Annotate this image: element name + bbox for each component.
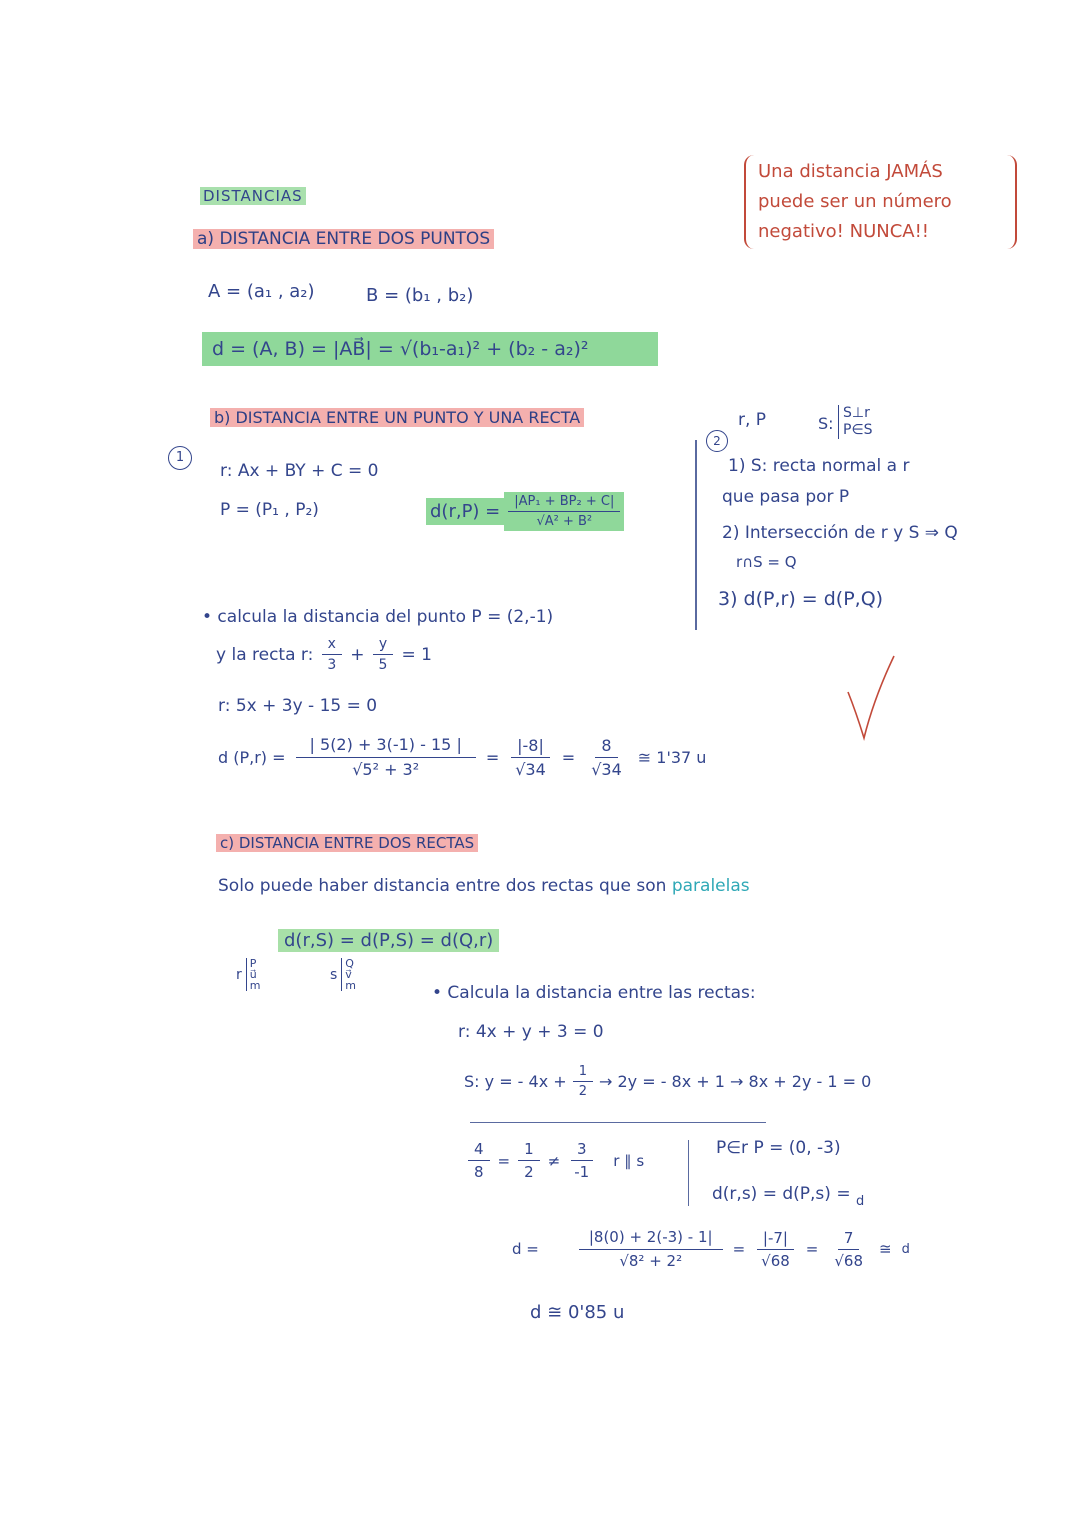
- separator-line: [470, 1122, 766, 1123]
- note-line-1: Una distancia JAMÁS: [758, 161, 943, 182]
- warning-note: [744, 155, 1017, 249]
- equation-s: S: y = - 4x + $\frac{1}{2}$ → 2y = - 8x + 1 → 8x + 2y - 1 = 0: [464, 1064, 872, 1099]
- step-1b: que pasa por P: [722, 487, 850, 507]
- marker-1: 1: [168, 446, 192, 470]
- point-line-formula: d(r,P) = $\frac{\text{|AP₁ + BP₂ + C|}}{\text{√A² + B²}}$: [426, 492, 624, 531]
- section-b-title: b) DISTANCIA ENTRE UN PUNTO Y UNA RECTA: [210, 408, 584, 427]
- distance-point-line-calc: d (P,r) = $\frac{| 5(2) + 3(-1) - 15 |}{\text{√5² + 3²}}$ = $\frac{|-8|}{√34}$ = $\frac{8}{√34}$ ≅ 1'37 u: [218, 735, 707, 779]
- note-line-3: negativo! NUNCA!!: [758, 221, 930, 242]
- pick-point: P∈r P = (0, -3): [716, 1138, 841, 1158]
- exercise-b-line2: y la recta r: $\frac{x}{3}$ + $\frac{y}{5}$ = 1: [216, 636, 432, 673]
- column-divider: [695, 440, 697, 630]
- method-head-left: r, P: [738, 410, 767, 430]
- ratio-comparison: $\frac{4}{8}$ = $\frac{1}{2}$ ≠ $\frac{3}{-1}$ r ∥ s: [468, 1140, 644, 1181]
- equation-r: r: 4x + y + 3 = 0: [458, 1022, 604, 1042]
- distance-lines-calc: d = $\frac{|8(0) + 2(-3) - 1|}{\text{√8² + 2²}}$ = $\frac{|-7|}{√68}$ = $\frac{7}{√68}$ ≅ d: [512, 1228, 910, 1270]
- exercise-b-line1: • calcula la distancia del punto P = (2,-1): [202, 607, 554, 627]
- point-b: B = (b₁ , b₂): [366, 285, 474, 306]
- line-r-determination: r P u⃗ m: [236, 957, 261, 992]
- point-a: A = (a₁ , a₂): [208, 281, 315, 302]
- section-c-title: c) DISTANCIA ENTRE DOS RECTAS: [216, 834, 478, 852]
- method-head-system: S⊥r P∈S: [838, 405, 873, 439]
- parallel-statement: Solo puede haber distancia entre dos rectas que son paralelas: [218, 876, 750, 896]
- check-mark-icon: [842, 648, 902, 748]
- method-head-s: S:: [818, 414, 834, 433]
- line-s-determination: s Q v⃗ m: [330, 957, 357, 992]
- note-line-2: puede ser un número: [758, 191, 952, 212]
- page-title: DISTANCIAS: [200, 187, 306, 205]
- step-2a: 2) Intersección de r y S ⇒ Q: [722, 523, 958, 543]
- exercise-c: • Calcula la distancia entre las rectas:: [432, 983, 756, 1003]
- point-p: P = (P₁ , P₂): [220, 500, 319, 520]
- vertical-divider-c: [688, 1140, 689, 1206]
- line-r-general: r: 5x + 3y - 15 = 0: [218, 696, 378, 716]
- line-general-equation: r: Ax + BY + C = 0: [220, 461, 379, 481]
- step-2b: r∩S = Q: [736, 553, 797, 571]
- distance-lines-formula: d(r,S) = d(P,S) = d(Q,r): [278, 930, 499, 951]
- section-a-title: a) DISTANCIA ENTRE DOS PUNTOS: [193, 229, 494, 249]
- final-result: d ≅ 0'85 u: [530, 1302, 625, 1323]
- step-3: 3) d(P,r) = d(P,Q): [718, 588, 884, 610]
- distance-rs: d(r,s) = d(P,s) = $_d$: [712, 1184, 865, 1209]
- distance-points-formula: d = (A, B) = |AB⃗| = √(b₁-a₁)² + (b₂ - a₂)²: [202, 332, 658, 366]
- marker-2: 2: [706, 430, 728, 452]
- step-1a: 1) S: recta normal a r: [728, 456, 910, 476]
